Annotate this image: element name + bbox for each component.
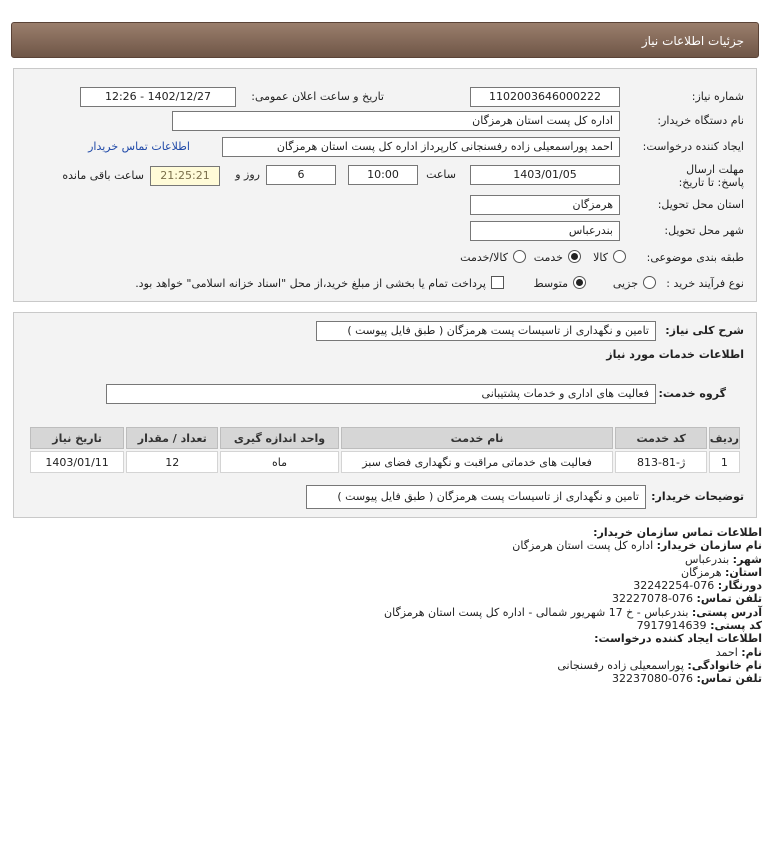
table-row[interactable] [30,451,740,473]
services-heading: اطلاعات خدمات مورد نیاز [606,348,744,361]
announce-label: تاریخ و ساعت اعلان عمومی: [251,90,384,103]
contact-line-city [22,553,762,566]
province-label: استان محل تحویل: [657,198,744,211]
days-field[interactable]: 6 [266,165,336,185]
col-row-number: ردیف [709,427,740,449]
contact-value: 076-32242254 [633,579,715,593]
creator-line-family [22,659,762,672]
col-unit: واحد اندازه گیری [220,427,338,449]
contact-key: نام خانوادگی: [687,658,762,672]
need-number-field[interactable]: 1102003646000222 [470,87,620,107]
days-label: روز و [235,168,260,181]
province-field[interactable]: هرمزگان [470,195,620,215]
category-goods-service-label: کالا/خدمت [460,251,508,264]
contact-line-postal [22,619,762,632]
city-label: شهر محل تحویل: [664,224,744,237]
service-group-field[interactable]: فعالیت های اداری و خدمات پشتیبانی [106,384,656,404]
category-service-radio[interactable] [568,250,581,263]
cell-need-date: 1403/01/11 [30,451,124,473]
process-minor-radio[interactable] [643,276,656,289]
contact-line-province [22,566,762,579]
creator-line-phone [22,672,762,685]
contact-value: احمد [715,645,738,659]
cell-unit: ماه [220,451,338,473]
services-panel [13,312,757,518]
summary-label: شرح کلی نیاز: [665,324,744,337]
contact-key: آدرس پستی: [691,605,762,619]
deadline-time-field[interactable]: 10:00 [348,165,418,185]
process-medium-label: متوسط [533,277,568,290]
summary-field[interactable]: تامین و نگهداری از تاسیسات پست هرمزگان ( طبق فایل پیوست ) [316,321,656,341]
contact-value: بندرعباس - خ 17 شهریور شمالی - اداره کل پست استان هرمزگان [384,605,689,619]
contact-value: پوراسمعیلی زاده رفسنجانی [557,658,684,672]
contact-line-phone [22,592,762,605]
contact-value: 076-32237080 [612,672,694,686]
buyer-org-label: نام دستگاه خریدار: [657,114,744,127]
cell-service-name: فعالیت های خدماتی مراقبت و نگهداری فضای سبز [341,451,614,473]
deadline-label: مهلت ارسال پاسخ: تا تاریخ: [678,163,744,189]
table-header-row [30,427,740,449]
category-service-label: خدمت [533,251,563,264]
contact-key: نام: [741,645,762,659]
cell-row-number: 1 [709,451,740,473]
contact-key: شهر: [732,552,762,566]
contact-line-address [22,606,762,619]
remaining-label: ساعت باقی مانده [62,169,144,182]
contact-key: تلفن تماس: [696,672,762,686]
contact-heading: اطلاعات تماس سازمان خریدار: [593,526,762,539]
contact-key: کد پستی: [710,619,762,633]
contact-key: نام سازمان خریدار: [656,539,762,553]
category-goods-label: کالا [593,251,608,264]
creator-contact-heading: اطلاعات ایجاد کننده درخواست: [594,632,762,646]
category-goods-radio[interactable] [613,250,626,263]
contact-key: دورنگار: [717,579,762,593]
col-need-date: تاریخ نیاز [30,427,124,449]
deadline-date-field[interactable]: 1403/01/05 [470,165,620,185]
buyer-notes-label: توضیحات خریدار: [651,490,744,503]
contact-value: اداره کل پست استان هرمزگان [512,539,654,553]
need-number-label: شماره نیاز: [691,90,744,103]
col-service-code: کد خدمت [615,427,706,449]
contact-value: 7917914639 [636,619,707,633]
contact-line-org [22,539,762,552]
process-minor-label: جزیی [612,277,638,290]
contact-value: بندرعباس [685,552,730,566]
buyer-notes-field[interactable]: تامین و نگهداری از تاسیسات پست هرمزگان ( طبق فایل پیوست ) [306,485,646,509]
contact-value: هرمزگان [681,565,722,579]
time-label: ساعت [426,168,456,181]
cell-service-code: ژ-81-813 [615,451,706,473]
col-service-name: نام خدمت [341,427,614,449]
contact-value: 076-32227078 [612,592,694,606]
services-table [28,425,742,475]
contact-key: تلفن تماس: [696,592,762,606]
announce-datetime-field[interactable]: 1402/12/27 - 12:26 [80,87,236,107]
treasury-payment-note: پرداخت تمام یا بخشی از مبلغ خرید،از محل "اسناد خزانه اسلامی" خواهد بود. [135,277,486,290]
contact-key: استان: [725,565,762,579]
contact-info [22,526,762,686]
process-medium-radio[interactable] [573,276,586,289]
col-quantity: تعداد / مقدار [126,427,218,449]
creator-field[interactable]: احمد پوراسمعیلی زاده رفسنجانی کارپرداز اداره کل پست استان هرمزگان [222,137,620,157]
treasury-payment-checkbox[interactable] [491,276,504,289]
creator-label: ایجاد کننده درخواست: [642,140,744,153]
buyer-org-field[interactable]: اداره کل پست استان هرمزگان [172,111,620,131]
process-type-label: نوع فرآیند خرید : [666,277,744,290]
remaining-time-field: 21:25:21 [150,166,220,186]
category-label: طبقه بندی موضوعی: [646,251,744,264]
contact-line-fax [22,579,762,592]
buyer-contact-link[interactable]: اطلاعات تماس خریدار [88,140,190,153]
page-title: جزئیات اطلاعات نیاز [11,22,759,58]
city-field[interactable]: بندرعباس [470,221,620,241]
cell-quantity: 12 [126,451,218,473]
creator-line-name [22,646,762,659]
need-details-panel [13,68,757,302]
service-group-label: گروه خدمت: [658,387,726,400]
category-goods-service-radio[interactable] [513,250,526,263]
